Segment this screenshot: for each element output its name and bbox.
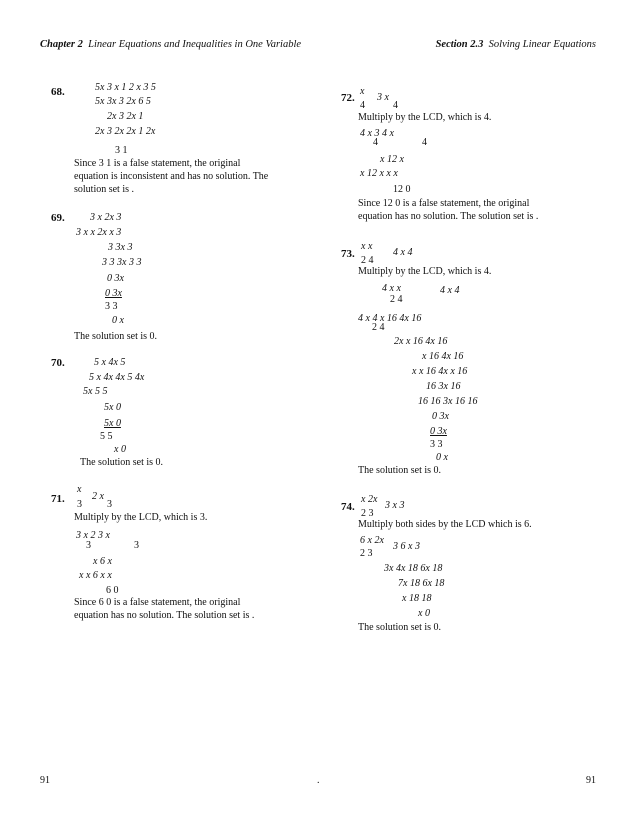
equation-line: x 0 <box>114 444 126 455</box>
equation-line: 7x 18 6x 18 <box>398 578 445 589</box>
equation-line: 3 x 2 3 x <box>76 530 110 541</box>
equation-line: 3 3x 3 <box>108 242 133 253</box>
equation-line: 0 x <box>112 315 124 326</box>
equation-line: x 0 <box>418 608 430 619</box>
equation-line: 12 0 <box>393 184 411 195</box>
equation-line: 3 x <box>377 92 389 103</box>
equation-line: x 12 x x x <box>360 168 398 179</box>
text-line: The solution set is 0. <box>80 457 164 468</box>
equation-line: 3 <box>77 499 82 510</box>
equation-line: 2 4 <box>390 294 403 305</box>
equation-line: x 2x <box>361 494 378 505</box>
equation-line: 4 <box>373 137 378 148</box>
equation-line: x 16 4x 16 <box>422 351 464 362</box>
equation-line: x 12 x <box>380 154 404 165</box>
equation-line: 3 <box>107 499 112 510</box>
text-line: Since 3 1 is a false statement, the original <box>74 158 241 169</box>
text-line: The solution set is 0. <box>358 465 442 476</box>
text-line: Multiply both sides by the LCD which is 6. <box>358 519 532 530</box>
text-line: Multiply by the LCD, which is 4. <box>358 266 492 277</box>
equation-line: 5x 3x 3 2x 6 5 <box>95 96 151 107</box>
equation-line: 4 <box>422 137 427 148</box>
equation-line: 3x 4x 18 6x 18 <box>384 563 443 574</box>
problem-number: 72. <box>341 92 355 104</box>
equation-line: 4 x x <box>382 283 401 294</box>
text-line: Multiply by the LCD, which is 4. <box>358 112 492 123</box>
equation-line: 3 3 <box>430 439 443 450</box>
equation-line: 0 3x <box>107 273 124 284</box>
equation-line: 3 1 <box>115 145 128 156</box>
footer-center-mark: . <box>317 775 320 786</box>
equation-line: x x 16 4x x 16 <box>412 366 468 377</box>
equation-line: 4 x 3 4 x <box>360 128 394 139</box>
equation-line: 3 x x 2x x 3 <box>76 227 122 238</box>
equation-line: x <box>360 86 365 97</box>
equation-line: 6 x 2x <box>360 535 384 546</box>
text-line: equation has no solution. The solution set is . <box>358 211 539 222</box>
problem-number: 70. <box>51 357 65 369</box>
equation-line: 4 x 4 <box>393 247 413 258</box>
equation-line: 5x 3 x 1 2 x 3 5 <box>95 82 156 93</box>
equation-line: 4 x 4 <box>440 285 460 296</box>
section-title: Solving Linear Equations <box>488 39 596 50</box>
equation-line: 2 4 <box>361 255 374 266</box>
equation-line: 3 <box>134 540 139 551</box>
equation-line: 6 0 <box>106 585 119 596</box>
section-label: Section 2.3 <box>435 39 484 50</box>
running-header-right <box>436 39 596 50</box>
equation-line: x x <box>361 241 373 252</box>
equation-line: 4 <box>393 100 398 111</box>
equation-line: 5x 0 <box>104 402 121 413</box>
equation-line: x <box>77 484 82 495</box>
problem-number: 73. <box>341 248 355 260</box>
text-line: Multiply by the LCD, which is 3. <box>74 512 208 523</box>
equation-line: 0 x <box>436 452 448 463</box>
equation-line: 3 6 x 3 <box>393 541 420 552</box>
equation-line: 4 x 4 x 16 4x 16 <box>358 313 422 324</box>
problem-number: 69. <box>51 212 65 224</box>
equation-line: 2x x 16 4x 16 <box>394 336 448 347</box>
page-number-right: 91 <box>586 775 596 786</box>
text-line: The solution set is 0. <box>358 622 442 633</box>
equation-line: 16 3x 16 <box>426 381 461 392</box>
equation-line: 5x 5 5 <box>83 386 108 397</box>
equation-line: 3 x 2x 3 <box>90 212 122 223</box>
equation-line: x x 6 x x <box>79 570 112 581</box>
equation-line: 5 x 4x 4x 5 4x <box>89 372 145 383</box>
equation-line: 5 x 4x 5 <box>94 357 126 368</box>
equation-line: 0 3x <box>432 411 449 422</box>
equation-line: 3 3 <box>105 301 118 312</box>
equation-line: 16 16 3x 16 16 <box>418 396 478 407</box>
equation-line: 0 3x <box>430 426 447 437</box>
chapter-label: Chapter 2 <box>40 39 83 50</box>
equation-line: 2 3 <box>360 548 373 559</box>
running-header-left <box>40 39 301 50</box>
text-line: Since 12 0 is a false statement, the original <box>358 198 530 209</box>
text-line: equation has no solution. The solution set is . <box>74 610 255 621</box>
problem-number: 68. <box>51 86 65 98</box>
chapter-title: Linear Equations and Inequalities in One Variable <box>88 39 302 50</box>
equation-line: 3 <box>86 540 91 551</box>
equation-line: 5x 0 <box>104 418 121 429</box>
equation-line: 2 4 <box>372 322 385 333</box>
equation-line: 4 <box>360 100 365 111</box>
page-number-left: 91 <box>40 775 50 786</box>
equation-line: 3 3 3x 3 3 <box>102 257 142 268</box>
equation-line: 5 5 <box>100 431 113 442</box>
equation-line: x 18 18 <box>402 593 432 604</box>
equation-line: 2x 3 2x 2x 1 2x <box>95 126 156 137</box>
equation-line: 2 3 <box>361 508 374 519</box>
equation-line: 0 3x <box>105 288 122 299</box>
equation-line: 2x 3 2x 1 <box>107 111 144 122</box>
problem-number: 71. <box>51 493 65 505</box>
equation-line: 2 x <box>92 491 104 502</box>
text-line: The solution set is 0. <box>74 331 158 342</box>
text-line: Since 6 0 is a false statement, the original <box>74 597 241 608</box>
problem-number: 74. <box>341 501 355 513</box>
text-line: solution set is . <box>74 184 135 195</box>
equation-line: 3 x 3 <box>385 500 405 511</box>
equation-line: x 6 x <box>93 556 112 567</box>
text-line: equation is inconsistent and has no solution. The <box>74 171 269 182</box>
